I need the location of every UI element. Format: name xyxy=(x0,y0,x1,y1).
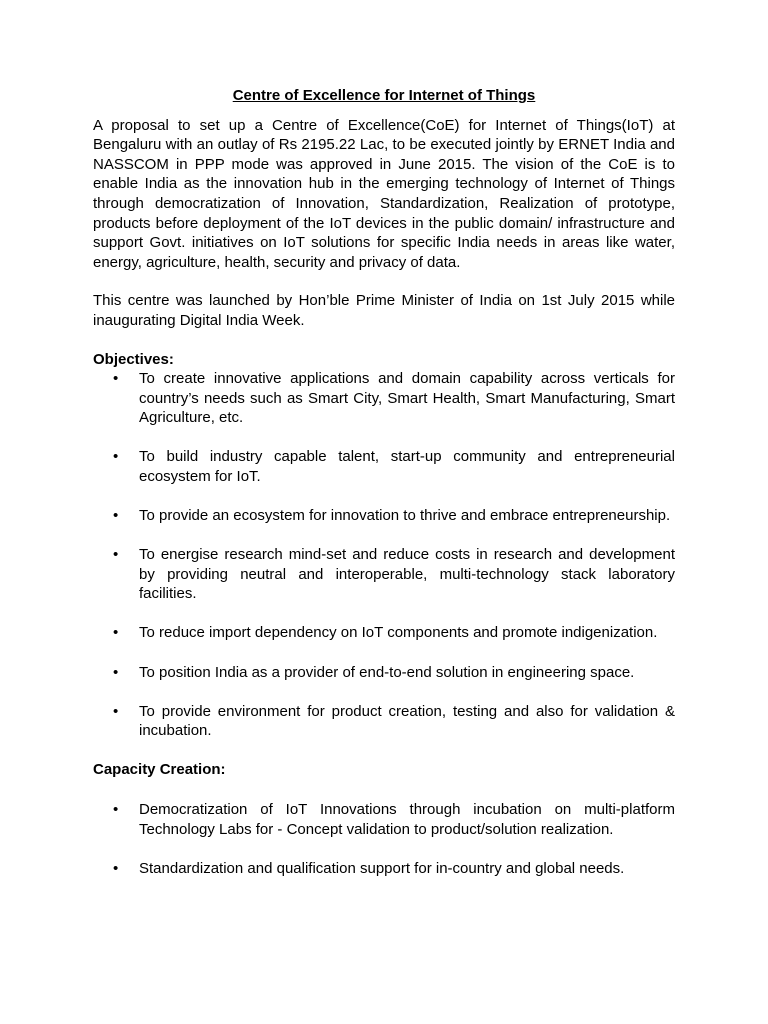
document-title: Centre of Excellence for Internet of Things xyxy=(232,87,536,104)
capacity-list xyxy=(93,800,675,878)
objective-text: To energise research mind-set and reduce costs in research and development by providing neutral and interoperable, multi-technology stack laboratory facilities. xyxy=(139,546,675,603)
document-page xyxy=(93,86,675,898)
capacity-item xyxy=(93,859,675,879)
intro-paragraph: A proposal to set up a Centre of Excellence(CoE) for Internet of Things(IoT) at Bengaluru with an outlay of Rs 2195.22 Lac, to be executed jointly by ERNET India and NASSCOM in PPP mode was approved in June 2015. The vision of the CoE is to enable India as the innovation hub in the emerging technology of Internet of Things through democratization of Innovation, Standardization, Realization of prototype, products before deployment of the IoT devices in the public domain/ infrastructure and support Govt. initiatives on IoT solutions for specific India needs in areas like water, energy, agriculture, health, security and privacy of data. xyxy=(93,116,675,271)
objective-item xyxy=(93,506,675,526)
objectives-heading: Objectives: xyxy=(93,350,174,368)
bullet-icon: • xyxy=(113,546,119,564)
objective-item xyxy=(93,663,675,683)
capacity-item xyxy=(93,800,675,839)
objective-item xyxy=(93,623,675,643)
capacity-text: Democratization of IoT Innovations through incubation on multi-platform Technology Labs for - Concept validation to product/solution realization. xyxy=(139,800,675,838)
bullet-icon: • xyxy=(113,507,119,525)
capacity-text: Standardization and qualification support for in-country and global needs. xyxy=(139,859,625,877)
objective-text: To provide an ecosystem for innovation to thrive and embrace entrepreneurship. xyxy=(139,507,671,525)
capacity-heading: Capacity Creation: xyxy=(93,761,226,779)
objective-item xyxy=(93,369,675,428)
objective-text: To position India as a provider of end-to-end solution in engineering space. xyxy=(139,663,635,681)
objective-text: To build industry capable talent, start-up community and entrepreneurial ecosystem for IoT. xyxy=(139,448,675,485)
objectives-list xyxy=(93,369,675,741)
objective-text: To reduce import dependency on IoT components and promote indigenization. xyxy=(139,624,658,642)
bullet-icon: • xyxy=(113,448,119,466)
objective-item xyxy=(93,447,675,486)
launch-paragraph: This centre was launched by Hon’ble Prime Minister of India on 1st July 2015 while inaugurating Digital India Week. xyxy=(93,292,675,329)
bullet-icon: • xyxy=(113,859,119,877)
objective-item xyxy=(93,545,675,604)
bullet-icon: • xyxy=(113,370,119,388)
objective-text: To create innovative applications and domain capability across verticals for country’s needs such as Smart City, Smart Health, Smart Manufacturing, Smart Agriculture, etc. xyxy=(139,370,675,427)
objective-text: To provide environment for product creation, testing and also for validation & incubation. xyxy=(139,702,675,740)
bullet-icon: • xyxy=(113,624,119,642)
objective-item xyxy=(93,702,675,741)
bullet-icon: • xyxy=(113,663,119,681)
bullet-icon: • xyxy=(113,702,119,720)
bullet-icon: • xyxy=(113,800,119,818)
